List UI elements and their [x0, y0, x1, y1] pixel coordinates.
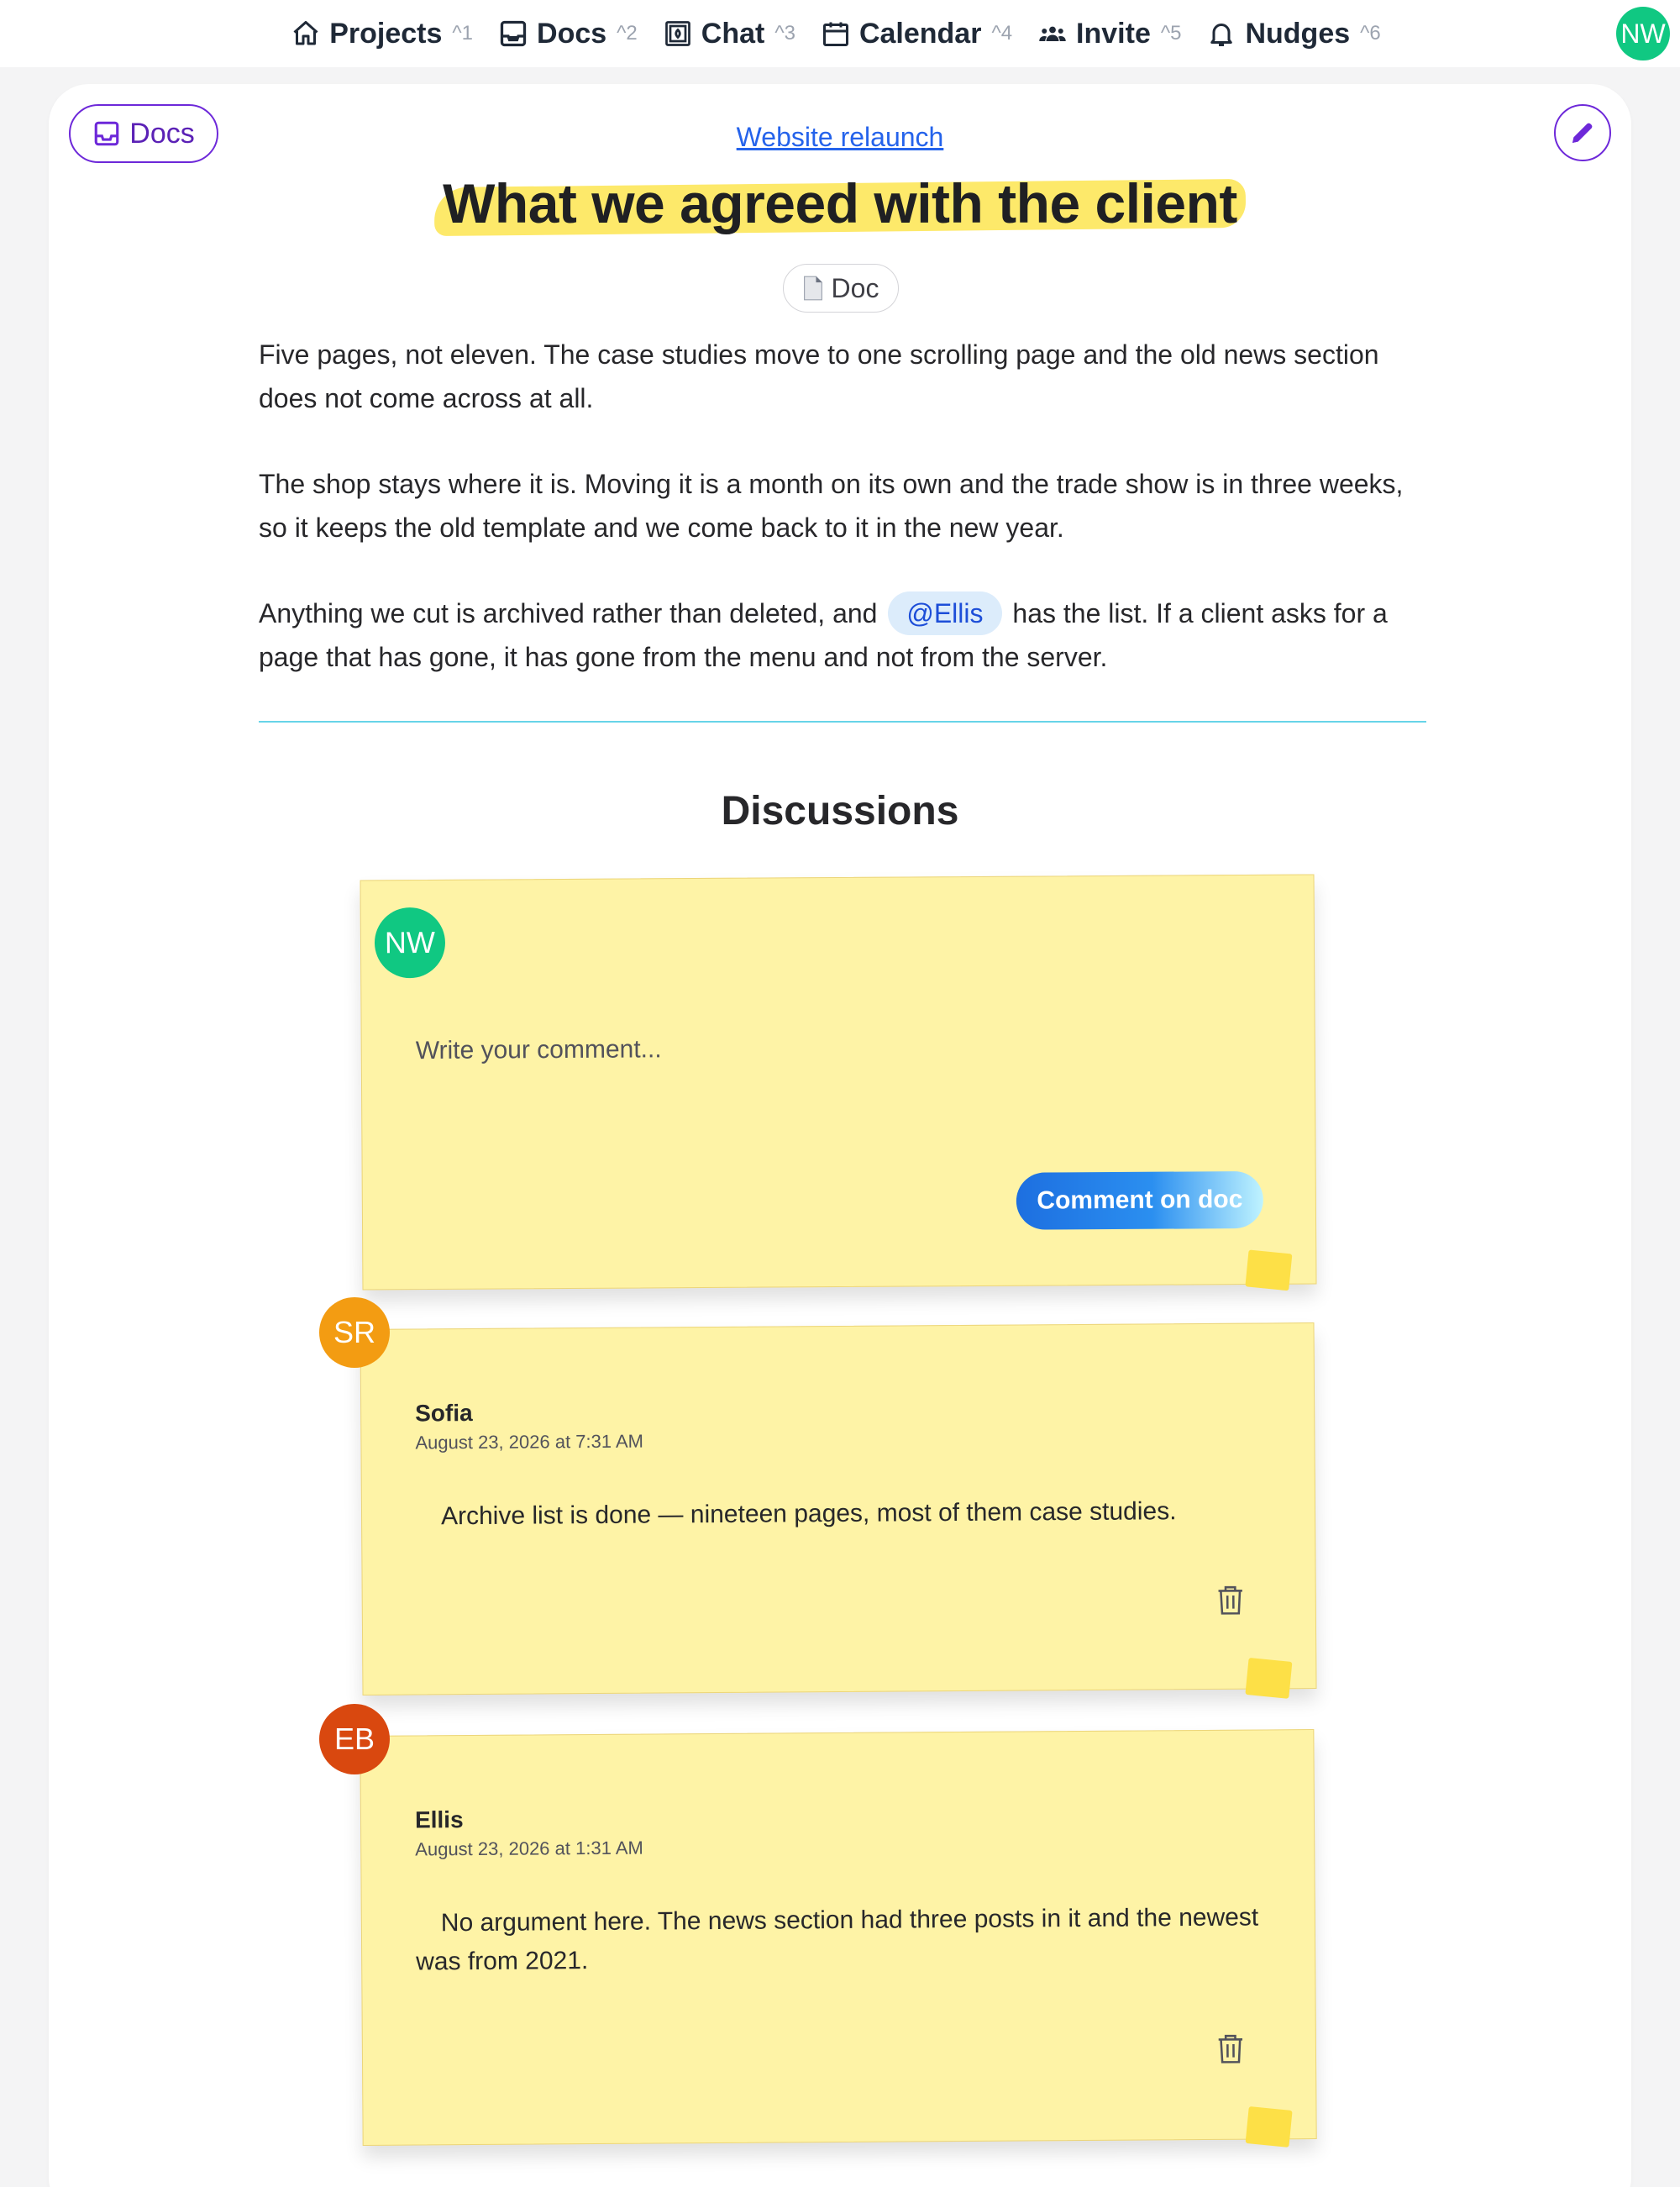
nav-items	[291, 18, 1381, 50]
mention-ellis[interactable]: @Ellis	[888, 591, 1001, 635]
nav-projects-shortcut: ^1	[452, 22, 474, 45]
project-link[interactable]: Website relaunch	[736, 122, 944, 152]
compose-note	[360, 875, 1317, 1291]
comment-card	[360, 1729, 1316, 2146]
doc-card	[49, 84, 1631, 2187]
nav-docs[interactable]	[498, 18, 638, 50]
nav-chat[interactable]	[663, 18, 795, 50]
comment-avatar: EB	[319, 1704, 390, 1774]
inbox-icon	[498, 18, 528, 49]
comment-input[interactable]	[416, 1033, 1172, 1065]
document-icon	[803, 276, 823, 301]
doc-type-chip	[783, 264, 899, 313]
comment-timestamp: August 23, 2026 at 1:31 AM	[415, 1837, 643, 1860]
calendar-icon	[821, 18, 851, 49]
paragraph-3-after: has the list. If a client asks for a page that has gone, it has gone from the menu and not from the server.	[259, 598, 1388, 672]
nav-invite-label: Invite	[1076, 17, 1151, 50]
nav-nudges[interactable]	[1206, 18, 1380, 50]
comment-on-doc-button[interactable]: Comment on doc	[1016, 1171, 1263, 1230]
nav-calendar-shortcut: ^4	[991, 22, 1013, 45]
nav-projects-label: Projects	[329, 17, 443, 50]
home-icon	[291, 18, 321, 49]
top-navigation	[0, 0, 1680, 67]
back-to-docs-label: Docs	[129, 117, 195, 150]
comment-card	[360, 1322, 1316, 1695]
nav-invite-shortcut: ^5	[1160, 22, 1182, 45]
discussions-title: Discussions	[721, 789, 959, 833]
nav-projects[interactable]	[291, 18, 473, 50]
nav-calendar-label: Calendar	[858, 17, 982, 50]
title-wrap	[49, 171, 1631, 235]
bell-icon	[1206, 18, 1236, 49]
note-tape	[1245, 1249, 1292, 1291]
user-avatar[interactable]: NW	[1616, 7, 1670, 60]
note-tape	[1245, 1658, 1292, 1699]
paragraph-3-before: Anything we cut is archived rather than deleted, and	[259, 598, 878, 628]
comment-timestamp: August 23, 2026 at 7:31 AM	[415, 1430, 644, 1454]
comment-author: Sofia	[415, 1400, 473, 1427]
comment-text: Archive list is done — nineteen pages, most of them case studies.	[440, 1497, 1177, 1531]
nav-nudges-shortcut: ^6	[1360, 22, 1381, 45]
nav-invite[interactable]	[1037, 18, 1181, 50]
page-title: What we agreed with the client	[438, 171, 1242, 235]
nav-chat-shortcut: ^3	[774, 22, 795, 45]
nav-docs-shortcut: ^2	[617, 22, 638, 45]
nav-calendar[interactable]	[821, 18, 1012, 50]
chat-icon	[663, 18, 693, 49]
comment-author: Ellis	[414, 1806, 464, 1833]
nav-chat-label: Chat	[701, 17, 765, 50]
doc-paragraph-3	[259, 591, 1426, 679]
trash-icon[interactable]	[1216, 1585, 1245, 1617]
compose-avatar: NW	[375, 907, 446, 979]
doc-paragraph-1: Five pages, not eleven. The case studies move to one scrolling page and the old news section does not come across at all.	[259, 339, 1379, 413]
comment-avatar: SR	[319, 1297, 390, 1368]
doc-paragraph-2: The shop stays where it is. Moving it is a month on its own and the trade show is in three weeks, so it keeps the old template and we come back to it in the new year.	[259, 469, 1404, 543]
note-tape	[1246, 2106, 1293, 2148]
divider	[259, 721, 1426, 723]
doc-body	[259, 333, 1426, 721]
comment-text: No argument here. The news section had three posts in it and the newest was from 2021.	[416, 1903, 1259, 1976]
nav-docs-label: Docs	[537, 17, 607, 50]
nav-nudges-label: Nudges	[1245, 17, 1351, 50]
users-icon	[1037, 18, 1068, 49]
title-highlight	[438, 172, 1242, 234]
trash-icon[interactable]	[1216, 2033, 1245, 2065]
doc-type-label: Doc	[831, 272, 879, 303]
